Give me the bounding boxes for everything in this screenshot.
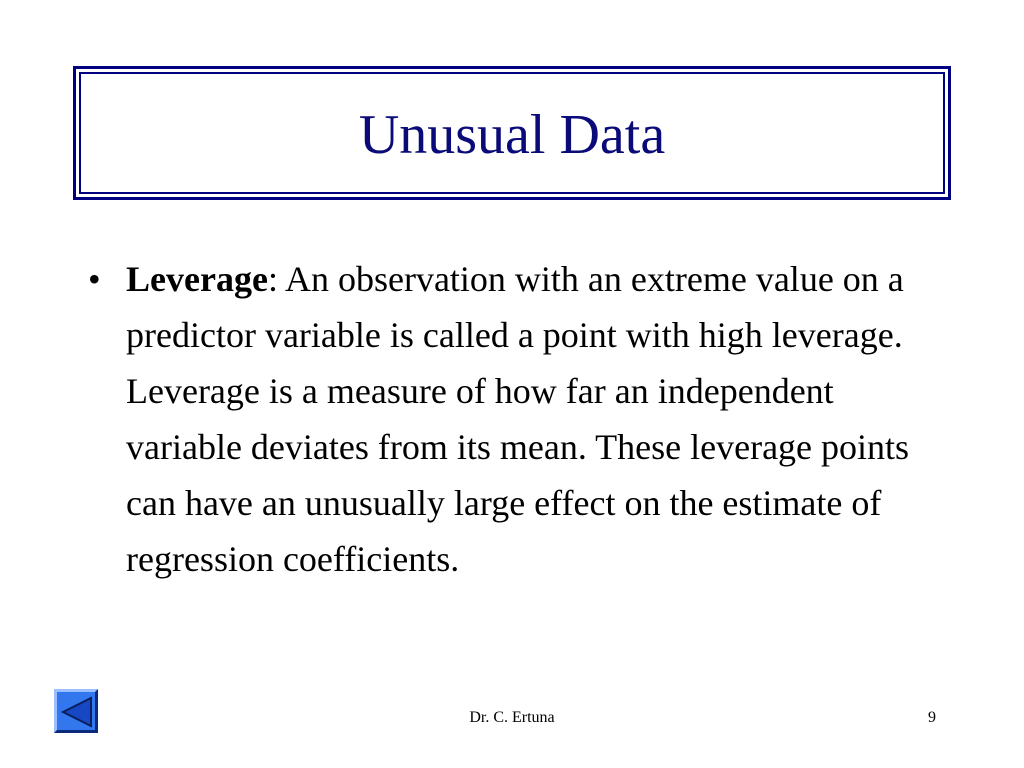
bullet-separator: : bbox=[267, 259, 278, 299]
bullet-text: An observation with an extreme value on a predictor variable is called a point with high leverage. Leverage is a measure of how far an independent variable deviates from its mean. These leverage points can have an unusually large effect on the estimate of regression coefficients. bbox=[126, 259, 910, 579]
slide-title: Unusual Data bbox=[358, 104, 666, 166]
bullet-list bbox=[88, 251, 938, 587]
footer-author: Dr. C. Ertuna bbox=[469, 709, 555, 726]
bullet-item bbox=[88, 251, 938, 587]
bullet-marker: • bbox=[88, 259, 101, 299]
bullet-term: Leverage bbox=[126, 259, 268, 299]
title-inner-border bbox=[79, 72, 945, 194]
page-number: 9 bbox=[928, 709, 936, 726]
title-frame bbox=[73, 66, 951, 200]
